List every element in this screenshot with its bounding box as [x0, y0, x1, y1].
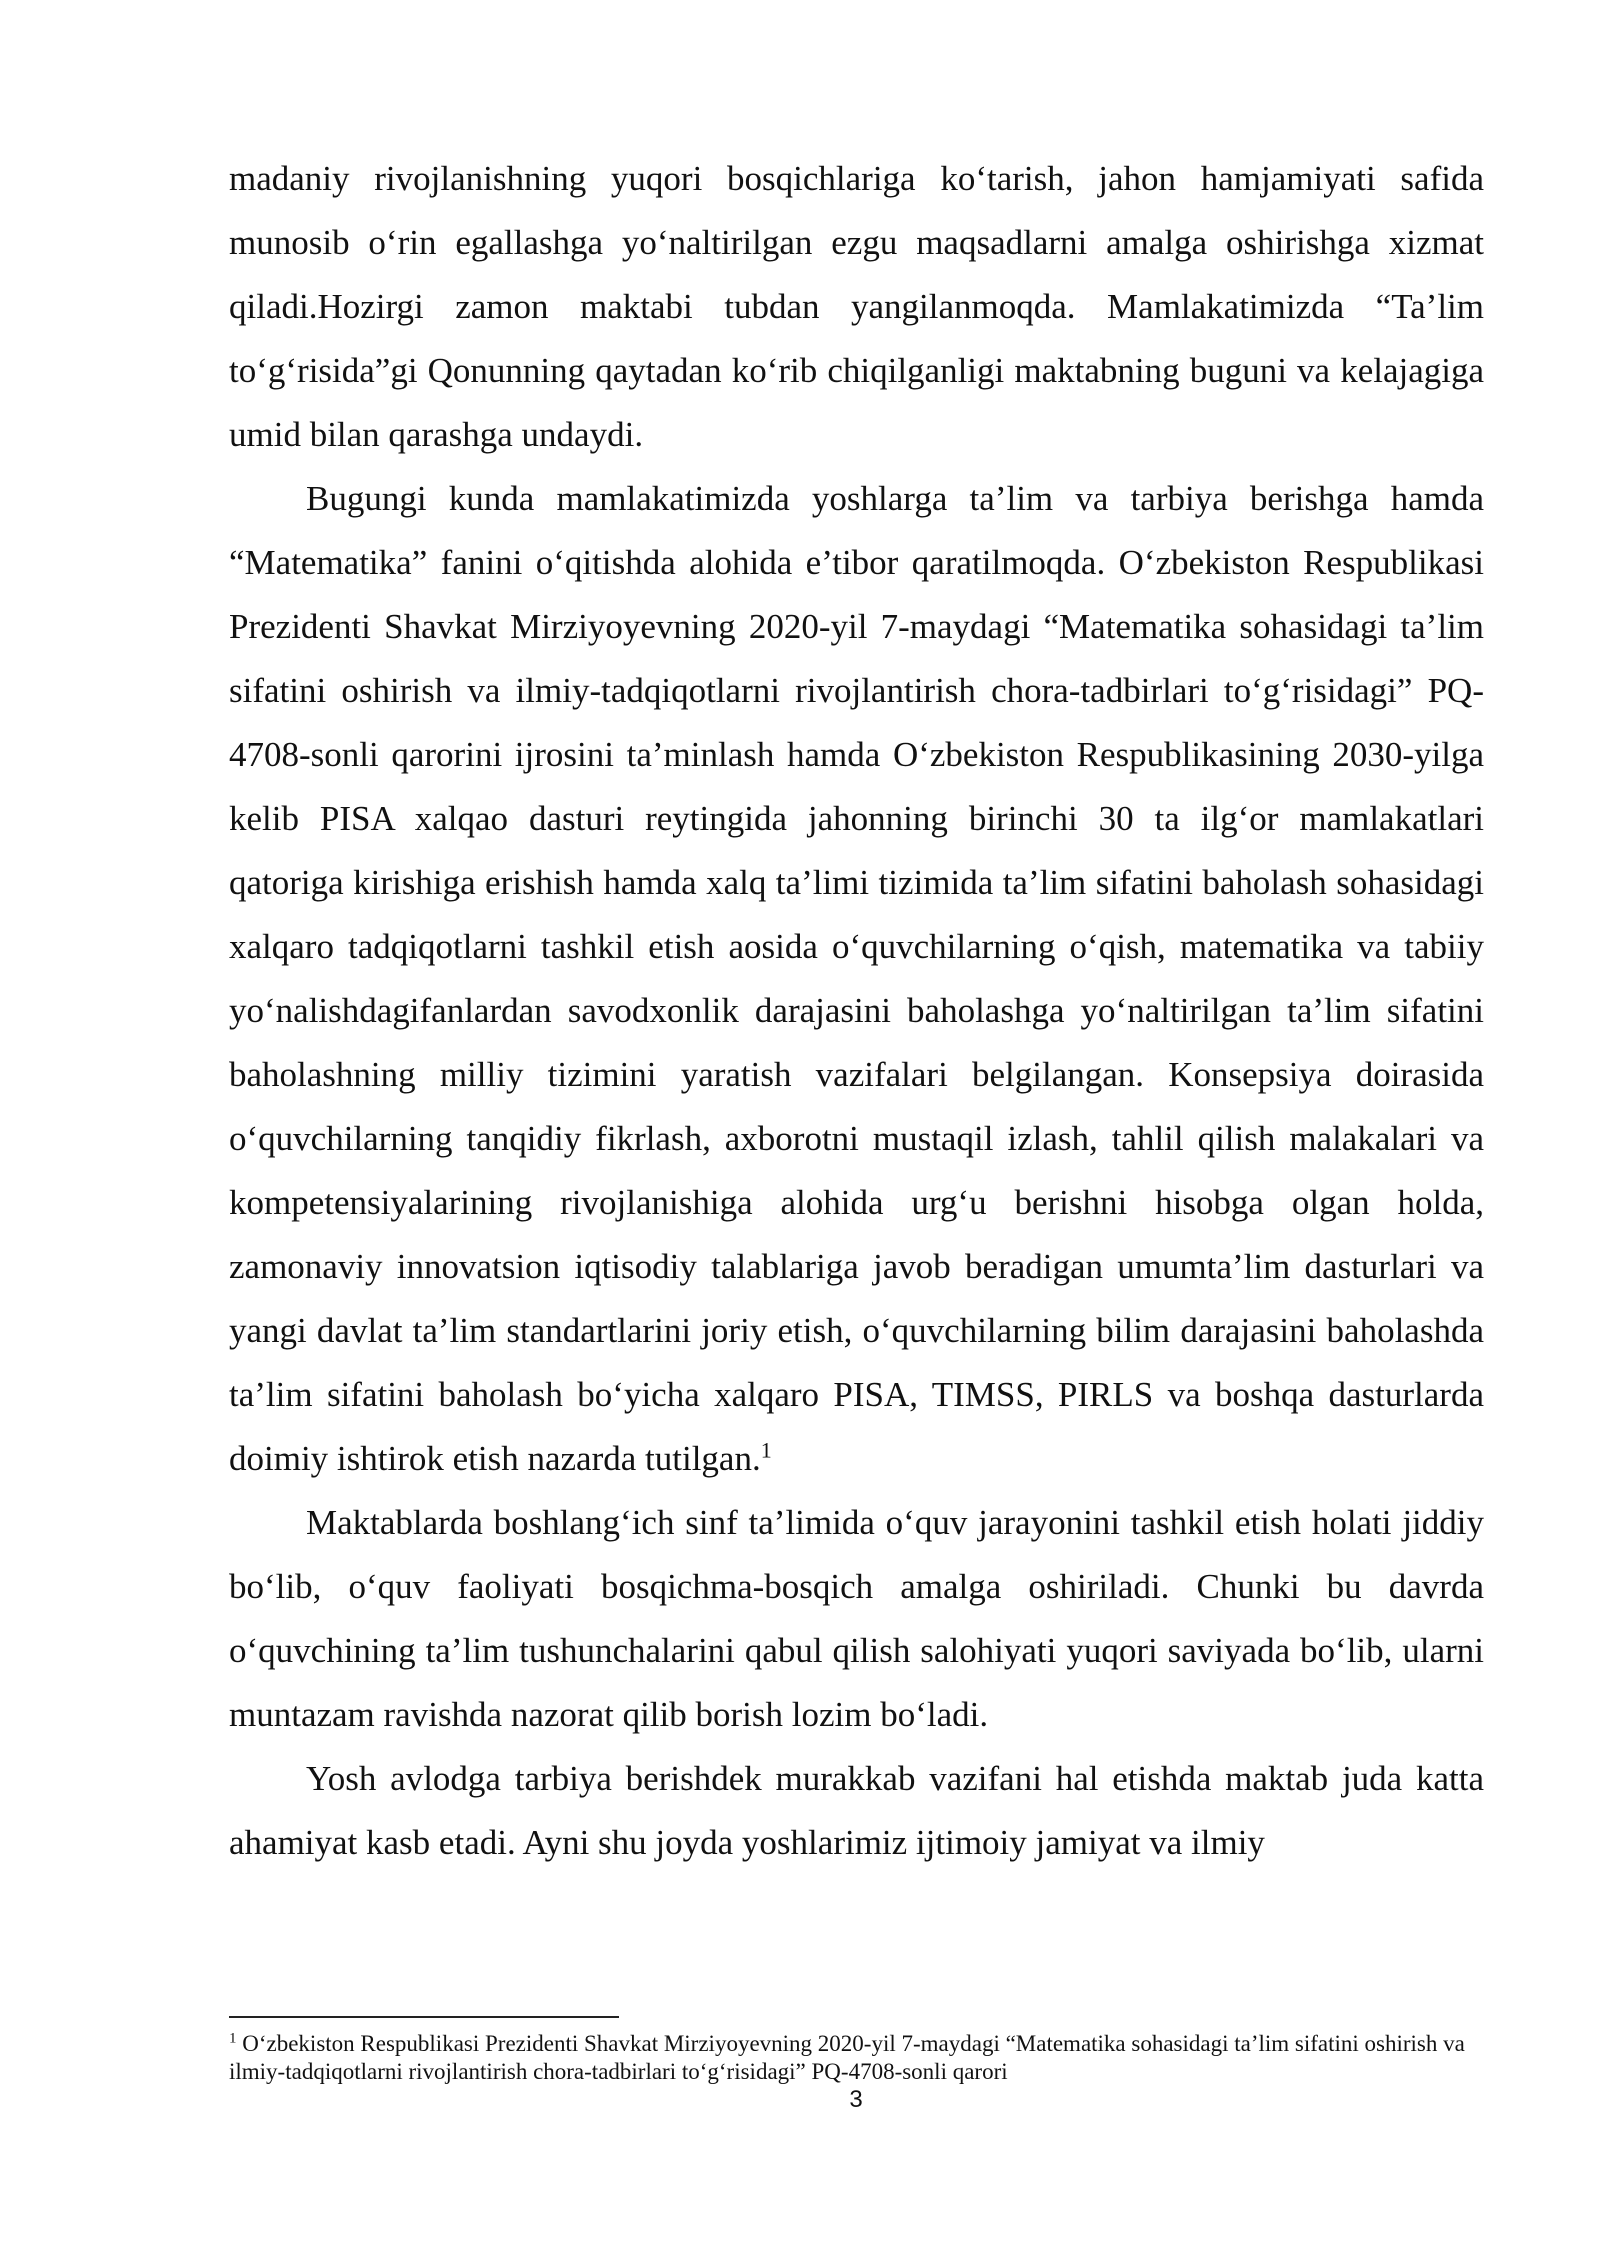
footnote-marker: 1	[229, 2030, 237, 2047]
body-text	[229, 147, 1484, 1875]
paragraph	[229, 467, 1484, 1491]
paragraph-text: Bugungi kunda mamlakatimizda yoshlarga ta’lim va tarbiya berishga hamda “Matematika” fanini o‘qitishda alohida e’tibor qaratilmoqda. O‘zbekiston Respublikasi Prezidenti Shavkat Mirziyoyevning 2020-yil 7-maydagi “Matematika sohasidagi ta’lim sifatini oshirish va ilmiy-tadqiqotlarni rivojlantirish chora-tadbirlari to‘g‘risidagi” PQ-4708-sonli qarorini ijrosini ta’minlash hamda O‘zbekiston Respublikasining 2030-yilga kelib PISA xalqao dasturi reytingida jahonning birinchi 30 ta ilg‘or mamlakatlari qatoriga kirishiga erishish hamda xalq ta’limi tizimida ta’lim sifatini baholash sohasidagi xalqaro tadqiqotlarni tashkil etish aosida o‘quvchilarning o‘qish, matematika va tabiiy yo‘nalishdagifanlardan savodxonlik darajasini baholashga yo‘naltirilgan ta’lim sifatini baholashning milliy tizimini yaratish vazifalari belgilangan. Konsepsiya doirasida o‘quvchilarning tanqidiy fikrlash, axborotni mustaqil izlash, tahlil qilish malakalari va kompetensiyalarining rivojlanishiga alohida urg‘u berishni hisobga olgan holda, zamonaviy innovatsion iqtisodiy talablariga javob beradigan umumta’lim dasturlari va yangi davlat ta’lim standartlarini joriy etish, o‘quvchilarning bilim darajasini baholashda ta’lim sifatini baholash bo‘yicha xalqaro PISA, TIMSS, PIRLS va boshqa dasturlarda doimiy ishtirok etish nazarda tutilgan.	[229, 479, 1484, 1478]
footnote-text: O‘zbekiston Respublikasi Prezidenti Shavkat Mirziyoyevning 2020-yil 7-maydagi “Matematika sohasidagi ta’lim sifatini oshirish va ilmiy-tadqiqotlarni rivojlantirish chora-tadbirlari to‘g‘risidagi” PQ-4708-sonli qarori	[229, 2031, 1465, 2084]
page-number: 3	[849, 2086, 863, 2113]
paragraph-text: madaniy rivojlanishning yuqori bosqichlariga ko‘tarish, jahon hamjamiyati safida munosib o‘rin egallashga yo‘naltirilgan ezgu maqsadlarni amalga oshirishga xizmat qiladi.Hozirgi zamon maktabi tubdan yangilanmoqda. Mamlakatimizda “Ta’lim to‘g‘risida”gi Qonunning qaytadan ko‘rib chiqilganligi maktabning buguni va kelajagiga umid bilan qarashga undaydi.	[229, 159, 1484, 454]
paragraph	[229, 1491, 1484, 1747]
footnote	[229, 2030, 1484, 2086]
footnote-separator	[229, 2016, 619, 2018]
paragraph	[229, 147, 1484, 467]
paragraph	[229, 1747, 1484, 1875]
footnote-reference[interactable]: 1	[760, 1437, 772, 1463]
paragraph-text: Maktablarda boshlang‘ich sinf ta’limida o‘quv jarayonini tashkil etish holati jiddiy bo‘lib, o‘quv faoliyati bosqichma-bosqich amalga oshiriladi. Chunki bu davrda o‘quvchining ta’lim tushunchalarini qabul qilish salohiyati yuqori saviyada bo‘lib, ularni muntazam ravishda nazorat qilib borish lozim bo‘ladi.	[229, 1503, 1484, 1734]
paragraph-text: Yosh avlodga tarbiya berishdek murakkab vazifani hal etishda maktab juda katta ahamiyat kasb etadi. Ayni shu joyda yoshlarimiz ijtimoiy jamiyat va ilmiy	[229, 1759, 1484, 1862]
